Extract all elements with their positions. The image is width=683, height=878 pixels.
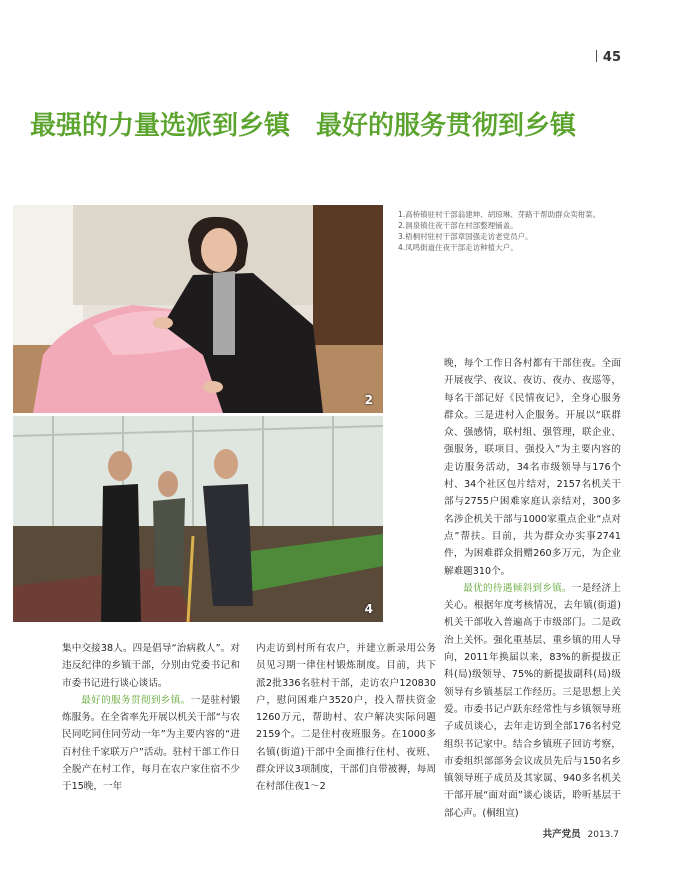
paragraph: 内走访到村所有农户，并建立新录用公务员见习期一律住村锻炼制度。目前，共下派2批336名驻村干部，走访农户120830户，慰问困难户3520户，投入帮扶资金1260万元，帮助村、农户解决实际问题2159个。二是住村夜班服务。在1000多名镇(街道)干部中全面推行住村、夜班、群众评议3项制度，干部们自带被褥，每周在村部住夜1～2 xyxy=(256,643,436,793)
paragraph: 最好的服务贯彻到乡镇。一是驻村锻炼服务。在全省率先开展以机关干部“与农民同吃同住同劳动一年”为主要内容的“进百村住千家联万户”活动。驻村干部工作日全脱产在村工作，每月在农户家住宿不少于15晚，一年 xyxy=(62,694,241,793)
caption-item: 4.凤鸣街道住夜干部走访种植大户。 xyxy=(398,243,518,252)
article-column-bottom-2 xyxy=(256,640,436,796)
photo-bedding xyxy=(13,205,383,413)
photo-number-label: 2 xyxy=(364,393,373,407)
photo-captions xyxy=(398,209,628,253)
article-column-bottom-1 xyxy=(62,640,240,796)
section-heading: 最好的服务贯彻到乡镇。 xyxy=(81,694,191,706)
photo-greenhouse xyxy=(13,416,383,622)
caption-item: 3.梧桐村驻村干部章国强走访老党员户。 xyxy=(398,232,533,241)
footer xyxy=(543,826,619,840)
article-column-right xyxy=(444,355,621,822)
photo-number-label: 4 xyxy=(364,602,373,616)
caption-item: 2.洞泉镇住夜干部在村部整理铺盖。 xyxy=(398,221,518,230)
caption-item: 1.高桥镇驻村干部翁建坤、胡琼琳、芽路干帮助群众卖柑菜。 xyxy=(398,210,601,219)
issue-date: 2013.7 xyxy=(587,830,619,840)
paragraph: 晚，每个工作日各村都有干部住夜。全面开展夜学、夜议、夜访、夜办、夜巡等，每名干部记好《民情夜记》，全身心服务群众。三是进村入企服务。开展以“联群众、强感情，联村组、强管理，联企业、强服务，联项目、强投入”为主要内容的走访服务活动，34名市级领导与176个村、34个社区包片结对，2157名机关干部与2755户困难家庭认亲结对，300多名涉企机关干部与1000家重点企业“点对点”帮扶。目前，共为群众办实事2741件，为困难群众捐赠260多万元，为企业解难题310个。 xyxy=(444,358,621,577)
magazine-logo: 共产党员 xyxy=(542,829,581,840)
paragraph: 最优的待遇倾斜到乡镇。一是经济上关心。根据年度考核情况，去年镇(街道)机关干部收入普遍高于市级部门。二是政治上关怀。强化重基层、重乡镇的用人导向，2011年换届以来，83%的新提拔正科(局)级领导、75%的新提拔副科(局)级领导有乡镇基层工作经历。三是思想上关爱。市委书记卢跃东经常性与乡镇领导班子成员谈心，去年走访到全部176名村党组织书记家中。结合乡镇班子回访考察，市委组织部部务会议成员先后与150名乡镇领导班子成员及其家属、940多名机关干部开展“面对面”谈心谈话，聆听基层干部心声。(桐组宣) xyxy=(444,582,622,819)
section-heading: 最优的待遇倾斜到乡镇。 xyxy=(463,582,572,594)
page-number: 45 xyxy=(596,50,621,65)
paragraph: 集中交接38人。四是倡导“治病救人”。对违反纪律的乡镇干部，分别由党委书记和市委书记进行谈心谈话。 xyxy=(62,643,240,689)
headline: 最强的力量选派到乡镇 最好的服务贯彻到乡镇 xyxy=(30,111,577,141)
